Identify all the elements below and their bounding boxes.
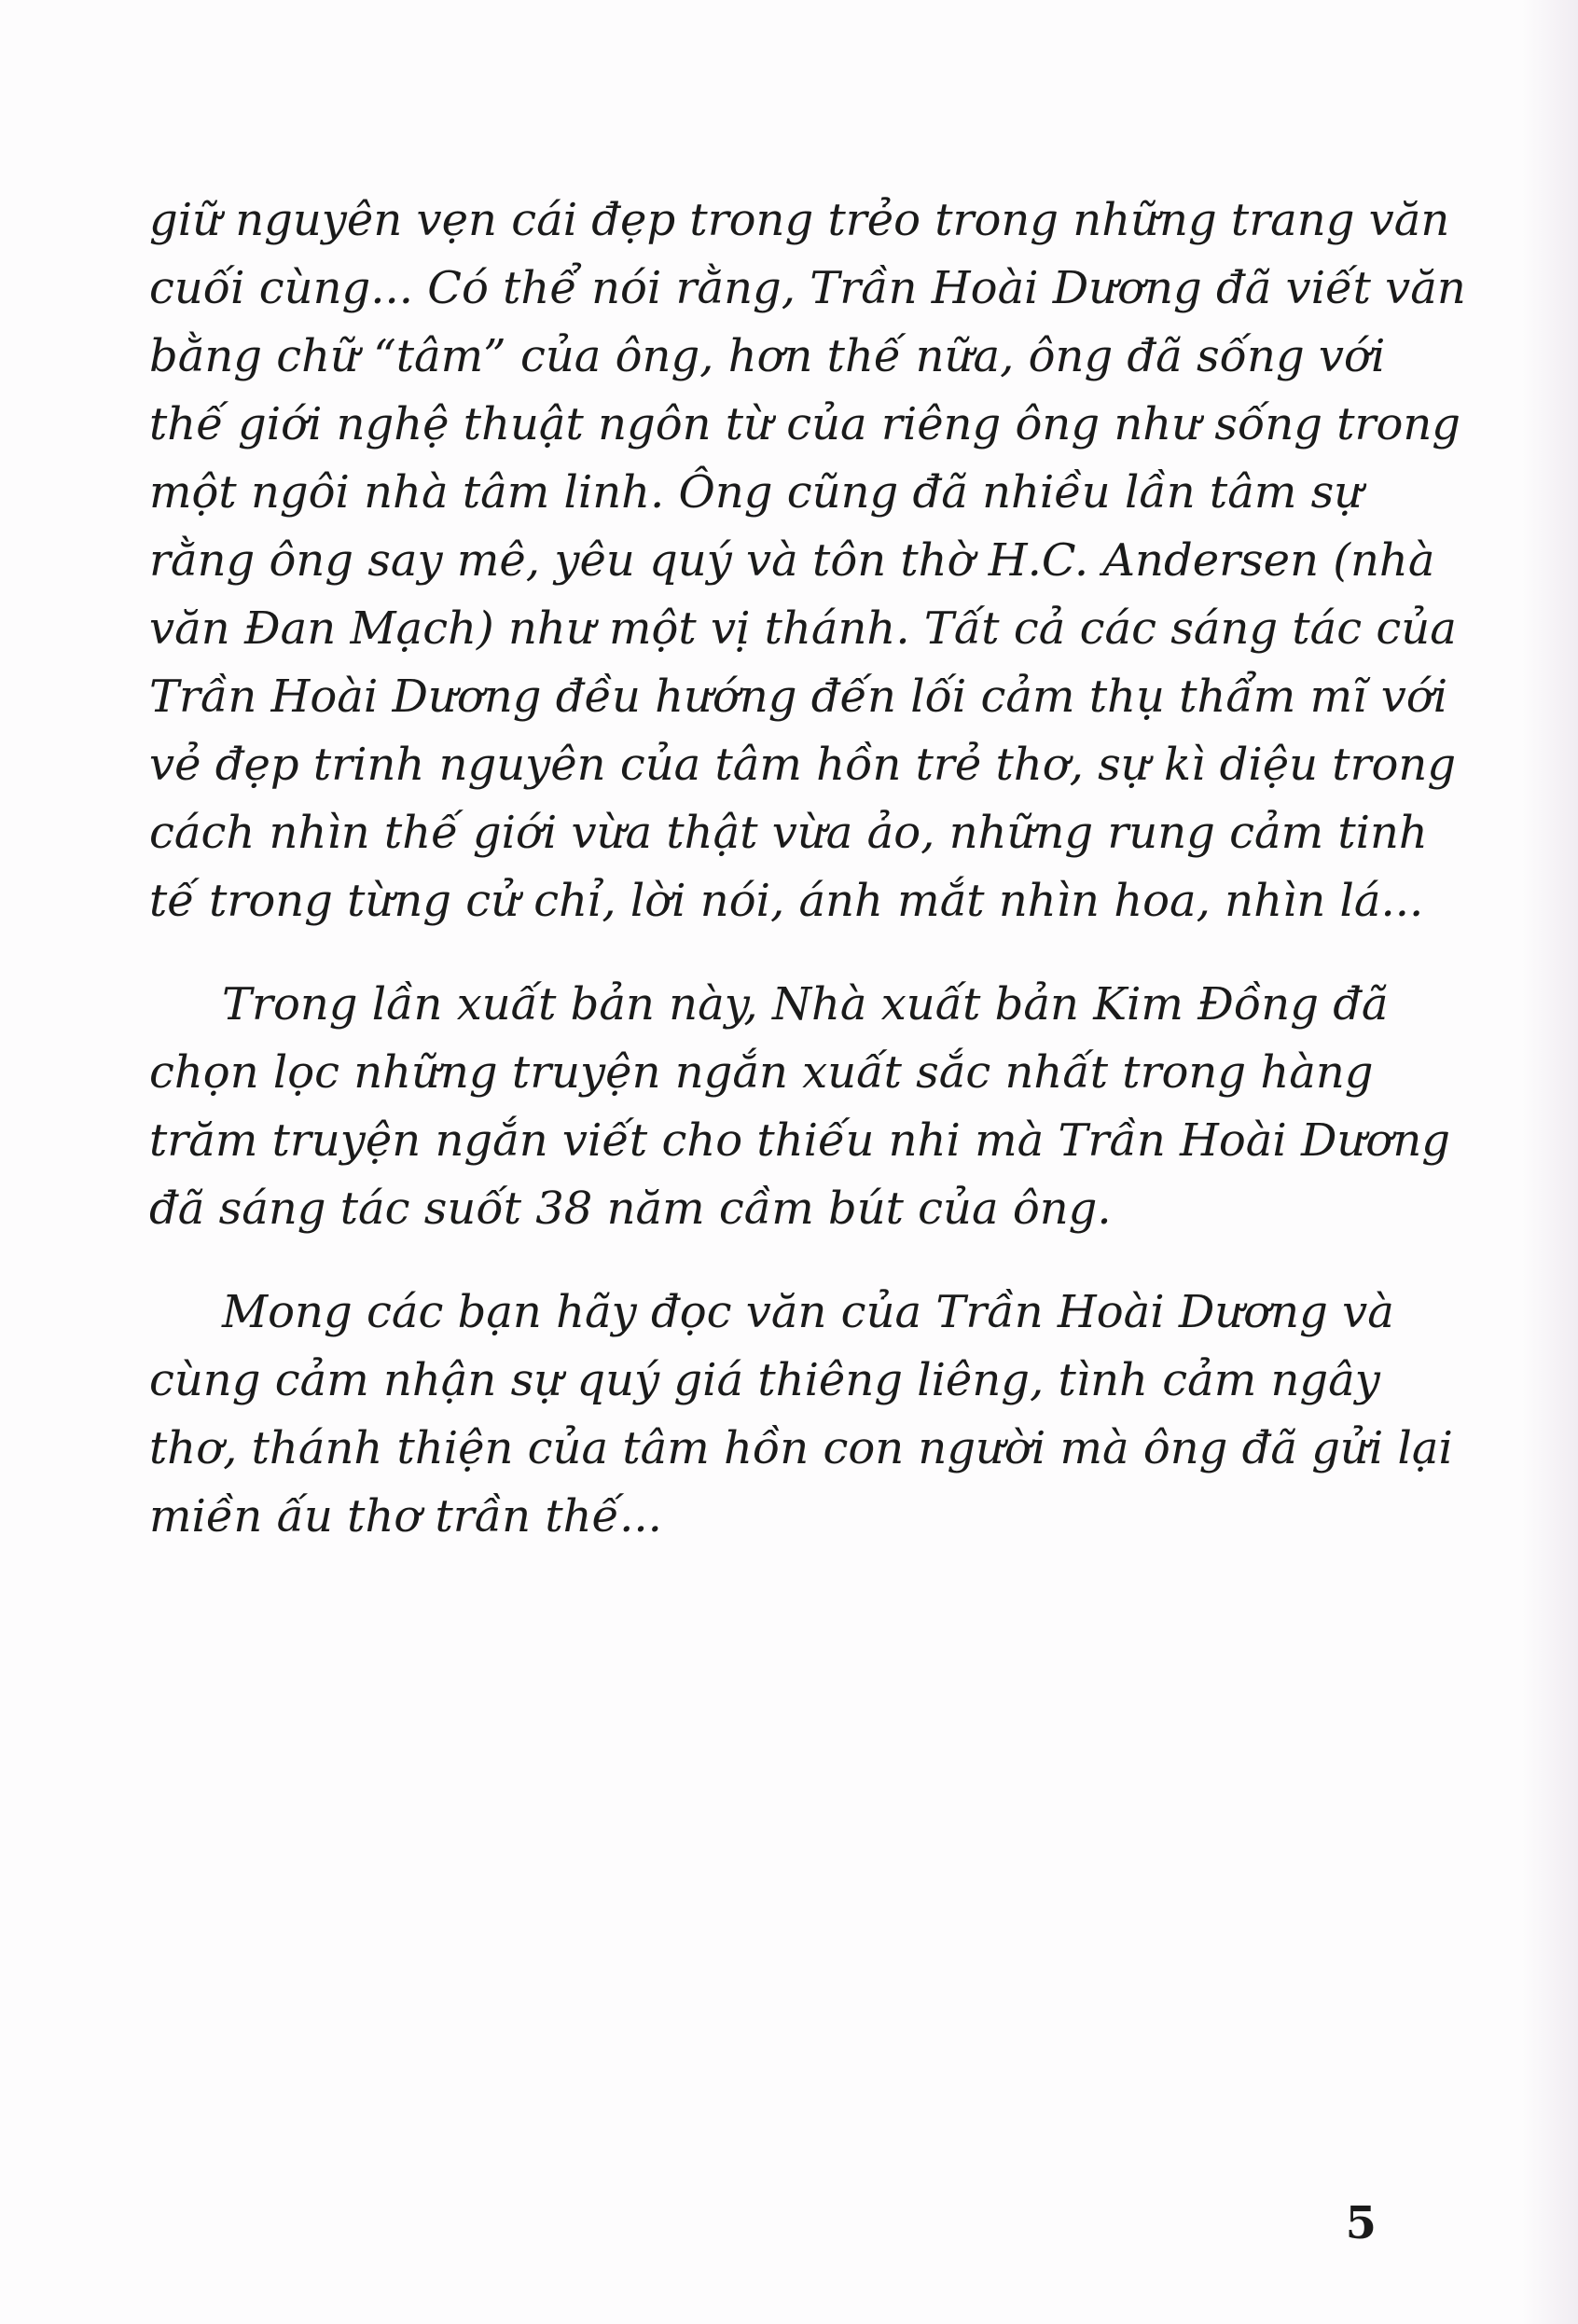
text-line: miền ấu thơ trần thế... xyxy=(149,1490,662,1542)
text-line: cuối cùng... Có thể nói rằng, Trần Hoài Dương đã viết văn xyxy=(149,262,1466,314)
text-line: tế trong từng cử chỉ, lời nói, ánh mắt nhìn hoa, nhìn lá... xyxy=(149,875,1424,927)
text-line: vẻ đẹp trinh nguyên của tâm hồn trẻ thơ, sự kì diệu trong xyxy=(149,739,1457,791)
text-line: rằng ông say mê, yêu quý và tôn thờ H.C. Andersen (nhà xyxy=(149,534,1435,587)
text-line: đã sáng tác suốt 38 năm cầm bút của ông. xyxy=(149,1183,1112,1235)
text-line: bằng chữ “tâm” của ông, hơn thế nữa, ông đã sống với xyxy=(149,330,1386,382)
text-line: Mong các bạn hãy đọc văn của Trần Hoài Dương và xyxy=(222,1286,1394,1338)
text-line: thế giới nghệ thuật ngôn từ của riêng ông như sống trong xyxy=(149,398,1460,450)
text-line: cùng cảm nhận sự quý giá thiêng liêng, tình cảm ngây xyxy=(149,1354,1380,1406)
text-line: chọn lọc những truyện ngắn xuất sắc nhất trong hàng xyxy=(149,1046,1374,1099)
text-line: Trong lần xuất bản này, Nhà xuất bản Kim Đồng đã xyxy=(222,978,1389,1031)
text-line: Trần Hoài Dương đều hướng đến lối cảm thụ thẩm mĩ với xyxy=(149,671,1448,723)
text-line: một ngôi nhà tâm linh. Ông cũng đã nhiều lần tâm sự xyxy=(149,466,1363,519)
text-line: cách nhìn thế giới vừa thật vừa ảo, những rung cảm tinh xyxy=(149,807,1428,859)
text-line: văn Đan Mạch) như một vị thánh. Tất cả các sáng tác của xyxy=(149,602,1457,655)
text-line: trăm truyện ngắn viết cho thiếu nhi mà Trần Hoài Dương xyxy=(149,1114,1450,1167)
paragraph-3 xyxy=(149,1279,1453,1551)
page-edge-shadow xyxy=(1522,0,1578,2324)
text-line: thơ, thánh thiện của tâm hồn con người mà ông đã gửi lại xyxy=(149,1422,1453,1474)
text-line: giữ nguyên vẹn cái đẹp trong trẻo trong những trang văn xyxy=(149,194,1450,246)
page-number: 5 xyxy=(1345,2197,1377,2249)
body-text xyxy=(149,187,1466,1551)
paragraph-1 xyxy=(149,187,1466,935)
paragraph-2 xyxy=(149,971,1450,1243)
